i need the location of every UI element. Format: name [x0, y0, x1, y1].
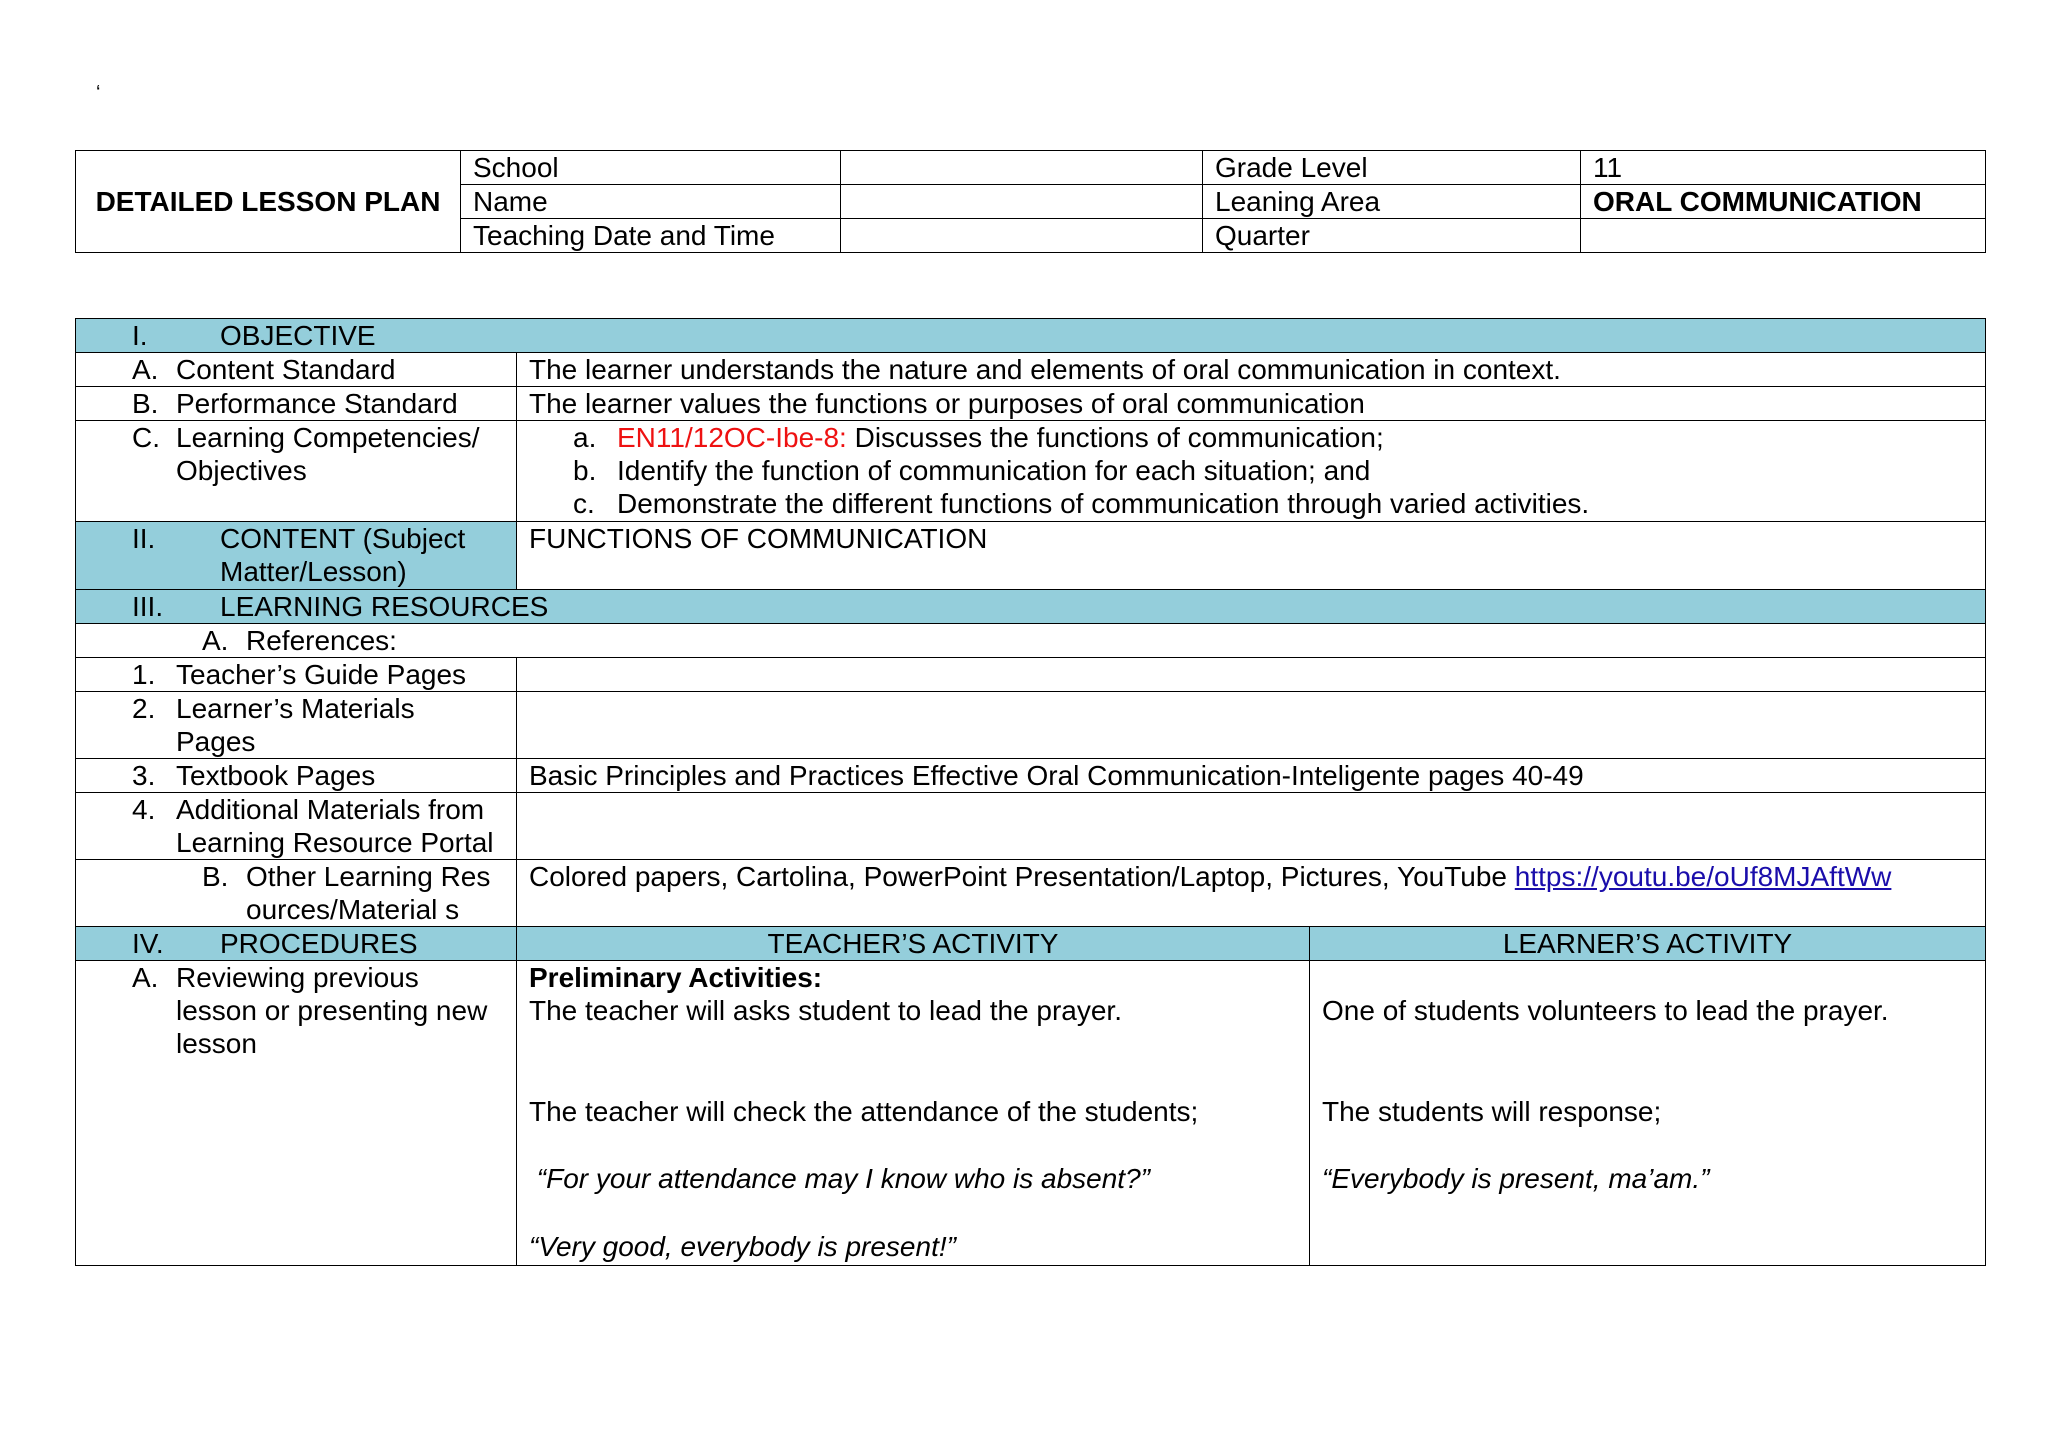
- section-title: OBJECTIVE: [220, 320, 376, 351]
- item-label: Performance Standard: [176, 388, 458, 419]
- item-label: Other Learning Resources/Material s: [246, 861, 491, 925]
- item-number: A.: [202, 625, 229, 656]
- references-row: [76, 624, 1986, 658]
- objective-text: Discusses the functions of communication;: [846, 422, 1384, 453]
- grade-level-value: 11: [1581, 151, 1986, 185]
- item-number: C.: [132, 422, 160, 453]
- objective-item-c: [529, 487, 1973, 520]
- corner-mark: ‘: [96, 82, 101, 104]
- quarter-value: [1581, 219, 1986, 253]
- item-number: B.: [132, 388, 159, 419]
- textbook-value: Basic Principles and Practices Effective Oral Communication-Inteligente pages 40-49: [517, 759, 1986, 793]
- quarter-label: Quarter: [1203, 219, 1581, 253]
- content-value: FUNCTIONS OF COMMUNICATION: [517, 522, 1986, 590]
- objective-item-a: [529, 421, 1973, 454]
- learner-activity-header: LEARNER’S ACTIVITY: [1310, 927, 1986, 961]
- learner-activity-cell: [1310, 961, 1986, 1266]
- teacher-activity-header: TEACHER’S ACTIVITY: [517, 927, 1310, 961]
- teacher-activity-cell: [517, 961, 1310, 1266]
- lesson-plan-header-table: [75, 150, 1986, 253]
- name-value: [841, 185, 1203, 219]
- section-procedures: [76, 927, 1986, 961]
- teaching-date-value: [841, 219, 1203, 253]
- teacher-question-text: “For your attendance may I know who is absent?”: [529, 1163, 1150, 1194]
- item-number: 4.: [132, 794, 156, 825]
- item-label: Reviewing previous lesson or presenting new lesson: [176, 962, 488, 1059]
- item-label: Additional Materials from Learning Resource Portal: [176, 794, 494, 858]
- name-label: Name: [461, 185, 841, 219]
- learners-materials-value: [517, 692, 1986, 759]
- item-number: A.: [132, 354, 159, 385]
- procedure-step-a-row: [76, 961, 1986, 1266]
- preliminary-heading: Preliminary Activities:: [529, 962, 823, 993]
- objective-letter: c.: [573, 488, 595, 519]
- item-label: Learner’s Materials Pages: [176, 693, 415, 757]
- textbook-row: [76, 759, 1986, 793]
- teacher-prayer-text: The teacher will asks student to lead the prayer.: [529, 995, 1122, 1026]
- teaching-date-label: Teaching Date and Time: [461, 219, 841, 253]
- lesson-plan-title: DETAILED LESSON PLAN: [76, 151, 461, 253]
- item-label: Teacher’s Guide Pages: [176, 659, 467, 690]
- school-label: School: [461, 151, 841, 185]
- learning-area-value: ORAL COMMUNICATION: [1581, 185, 1986, 219]
- other-resources-value: Colored papers, Cartolina, PowerPoint Presentation/Laptop, Pictures, YouTube: [529, 861, 1515, 892]
- teachers-guide-value: [517, 658, 1986, 692]
- youtube-link[interactable]: https://youtu.be/oUf8MJAftWw: [1514, 861, 1892, 892]
- section-title: PROCEDURES: [220, 928, 418, 959]
- section-objective: [76, 319, 1986, 353]
- item-number: A.: [132, 962, 159, 993]
- competencies-row: [76, 421, 1986, 522]
- performance-standard-row: [76, 387, 1986, 421]
- objective-text: Identify the function of communication for each situation; and: [617, 455, 1371, 486]
- grade-level-label: Grade Level: [1203, 151, 1581, 185]
- additional-materials-row: [76, 793, 1986, 860]
- learning-area-label: Leaning Area: [1203, 185, 1581, 219]
- learner-prayer-text: One of students volunteers to lead the prayer.: [1322, 995, 1889, 1026]
- competency-code: EN11/12OC-Ibe-8:: [617, 422, 847, 453]
- item-label: Textbook Pages: [176, 760, 376, 791]
- section-learning-resources: [76, 590, 1986, 624]
- teacher-response-text: “Very good, everybody is present!”: [529, 1231, 956, 1262]
- objective-text: Demonstrate the different functions of communication through varied activities.: [617, 488, 1590, 519]
- learners-materials-row: [76, 692, 1986, 759]
- section-number: II.: [132, 523, 156, 554]
- section-title: CONTENT (Subject Matter/Lesson): [220, 523, 466, 587]
- objective-item-b: [529, 454, 1973, 487]
- learner-response-text: “Everybody is present, ma’am.”: [1322, 1163, 1710, 1194]
- objective-letter: b.: [573, 455, 597, 486]
- school-value: [841, 151, 1203, 185]
- teachers-guide-row: [76, 658, 1986, 692]
- content-standard-row: [76, 353, 1986, 387]
- content-standard-value: The learner understands the nature and elements of oral communication in context.: [517, 353, 1986, 387]
- additional-materials-value: [517, 793, 1986, 860]
- learner-response-label: The students will response;: [1322, 1096, 1662, 1127]
- lesson-plan-body-table: [75, 318, 1986, 1266]
- section-title: LEARNING RESOURCES: [220, 591, 549, 622]
- item-number: 2.: [132, 693, 156, 724]
- section-number: III.: [132, 591, 164, 622]
- item-label: Content Standard: [176, 354, 396, 385]
- item-label: References:: [246, 625, 397, 656]
- other-resources-row: [76, 860, 1986, 927]
- teacher-attendance-text: The teacher will check the attendance of the students;: [529, 1096, 1199, 1127]
- item-number: B.: [202, 861, 229, 892]
- objective-letter: a.: [573, 422, 597, 453]
- item-number: 1.: [132, 659, 156, 690]
- section-content: [76, 522, 1986, 590]
- section-number: I.: [132, 320, 148, 351]
- section-number: IV.: [132, 928, 164, 959]
- item-number: 3.: [132, 760, 156, 791]
- performance-standard-value: The learner values the functions or purposes of oral communication: [517, 387, 1986, 421]
- item-label: Learning Competencies/ Objectives: [176, 422, 480, 486]
